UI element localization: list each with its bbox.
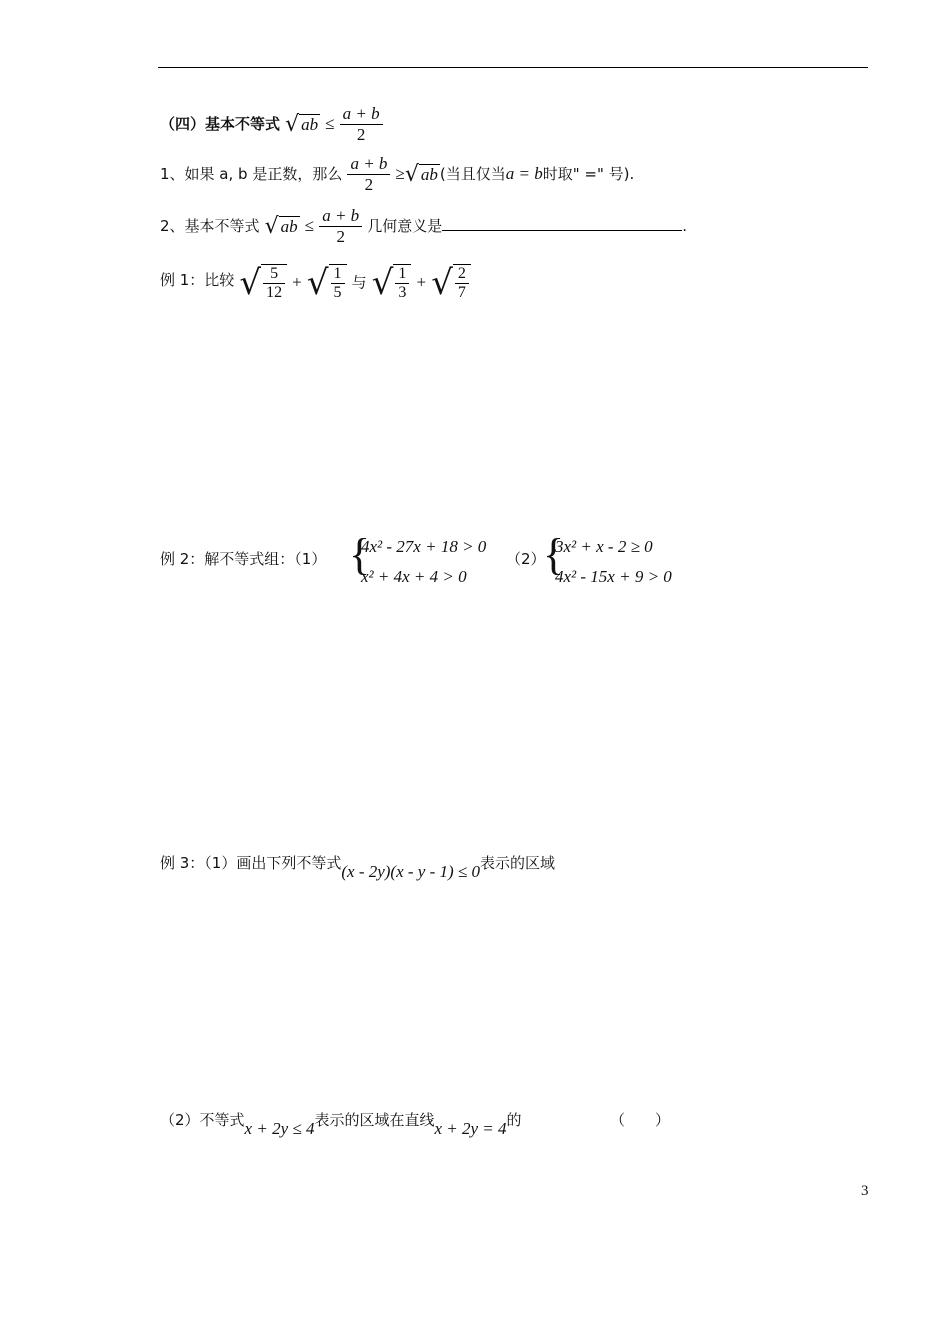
item1-condition: a = b <box>505 164 543 183</box>
sqrt-5-12: √ $\frac{5}{12}$ <box>239 263 287 303</box>
item1-fraction: $\frac{a + b}{2}$ <box>347 154 390 195</box>
page-number: 3 <box>861 1183 869 1199</box>
sqrt-ab: √ ab <box>285 112 319 137</box>
section-label: （四）基本不等式 <box>160 115 281 133</box>
example2-label: 例 2：解不等式组：（1） <box>160 550 327 568</box>
and-text: 与 <box>351 273 367 292</box>
sqrt-2-7: √ $\frac{2}{7}$ <box>431 263 471 303</box>
example3-expression: (x - 2y)(x - y - 1) ≤ 0 <box>341 862 480 881</box>
fraction-a-plus-b-over-2: $\frac{a + b}{2}$ <box>340 104 383 145</box>
item1-sqrt: √ ab <box>404 162 438 187</box>
item2-end: . <box>682 217 688 235</box>
plus-2: + <box>416 272 427 292</box>
brace-2: { <box>543 530 565 579</box>
item2-sqrt: √ ab <box>264 214 298 239</box>
item2-suffix: 几何意义是 <box>367 217 443 235</box>
example3b-label: （2）不等式 <box>160 1111 245 1129</box>
answer-blank[interactable] <box>442 229 682 231</box>
example3-suffix: 表示的区域 <box>480 854 556 872</box>
item2-prefix: 2、基本不等式 <box>160 217 260 235</box>
plus-1: + <box>292 272 302 292</box>
example3b-expr1: x + 2y ≤ 4 <box>244 1119 315 1138</box>
answer-parentheses[interactable]: （ ） <box>610 1111 671 1129</box>
system-2 <box>543 530 713 593</box>
sys1-row2: x² + 4x + 4 > 0 <box>361 567 467 586</box>
header-rule <box>158 67 868 68</box>
example3b-mid: 表示的区域在直线 <box>314 1111 435 1129</box>
example1-label: 例 1：比较 <box>160 271 235 289</box>
item1-suffix-a: (当且仅当 <box>439 165 506 183</box>
sqrt-1-3: √ $\frac{1}{3}$ <box>372 263 412 303</box>
geq-sign: ≥ <box>395 164 405 183</box>
system-1 <box>349 530 519 593</box>
sqrt-1-5: √ $\frac{1}{5}$ <box>307 263 347 303</box>
sys1-row1: 4x² - 27x + 18 > 0 <box>361 537 487 556</box>
item-2 <box>160 206 687 247</box>
sys2-row1: 3x² + x - 2 ≥ 0 <box>555 537 653 556</box>
example-3b <box>160 1109 522 1138</box>
item2-leq: ≤ <box>304 216 315 235</box>
item1-suffix-b: 时取" =" 号). <box>542 165 635 183</box>
example3b-suffix: 的 <box>506 1111 522 1129</box>
example3b-expr2: x + 2y = 4 <box>434 1119 507 1138</box>
item-1 <box>160 154 634 195</box>
sys2-row2: 4x² - 15x + 9 > 0 <box>555 567 672 586</box>
item2-fraction: $\frac{a + b}{2}$ <box>319 206 362 247</box>
example-1 <box>160 263 471 303</box>
example3-label: 例 3：（1）画出下列不等式 <box>160 854 342 872</box>
example-3 <box>160 852 556 881</box>
leq-sign: ≤ <box>325 114 335 133</box>
brace-1: { <box>349 530 371 579</box>
item1-prefix: 1、如果 a, b 是正数，那么 <box>160 165 343 183</box>
example2-label2: （2） <box>506 550 546 568</box>
section-heading <box>160 104 383 145</box>
